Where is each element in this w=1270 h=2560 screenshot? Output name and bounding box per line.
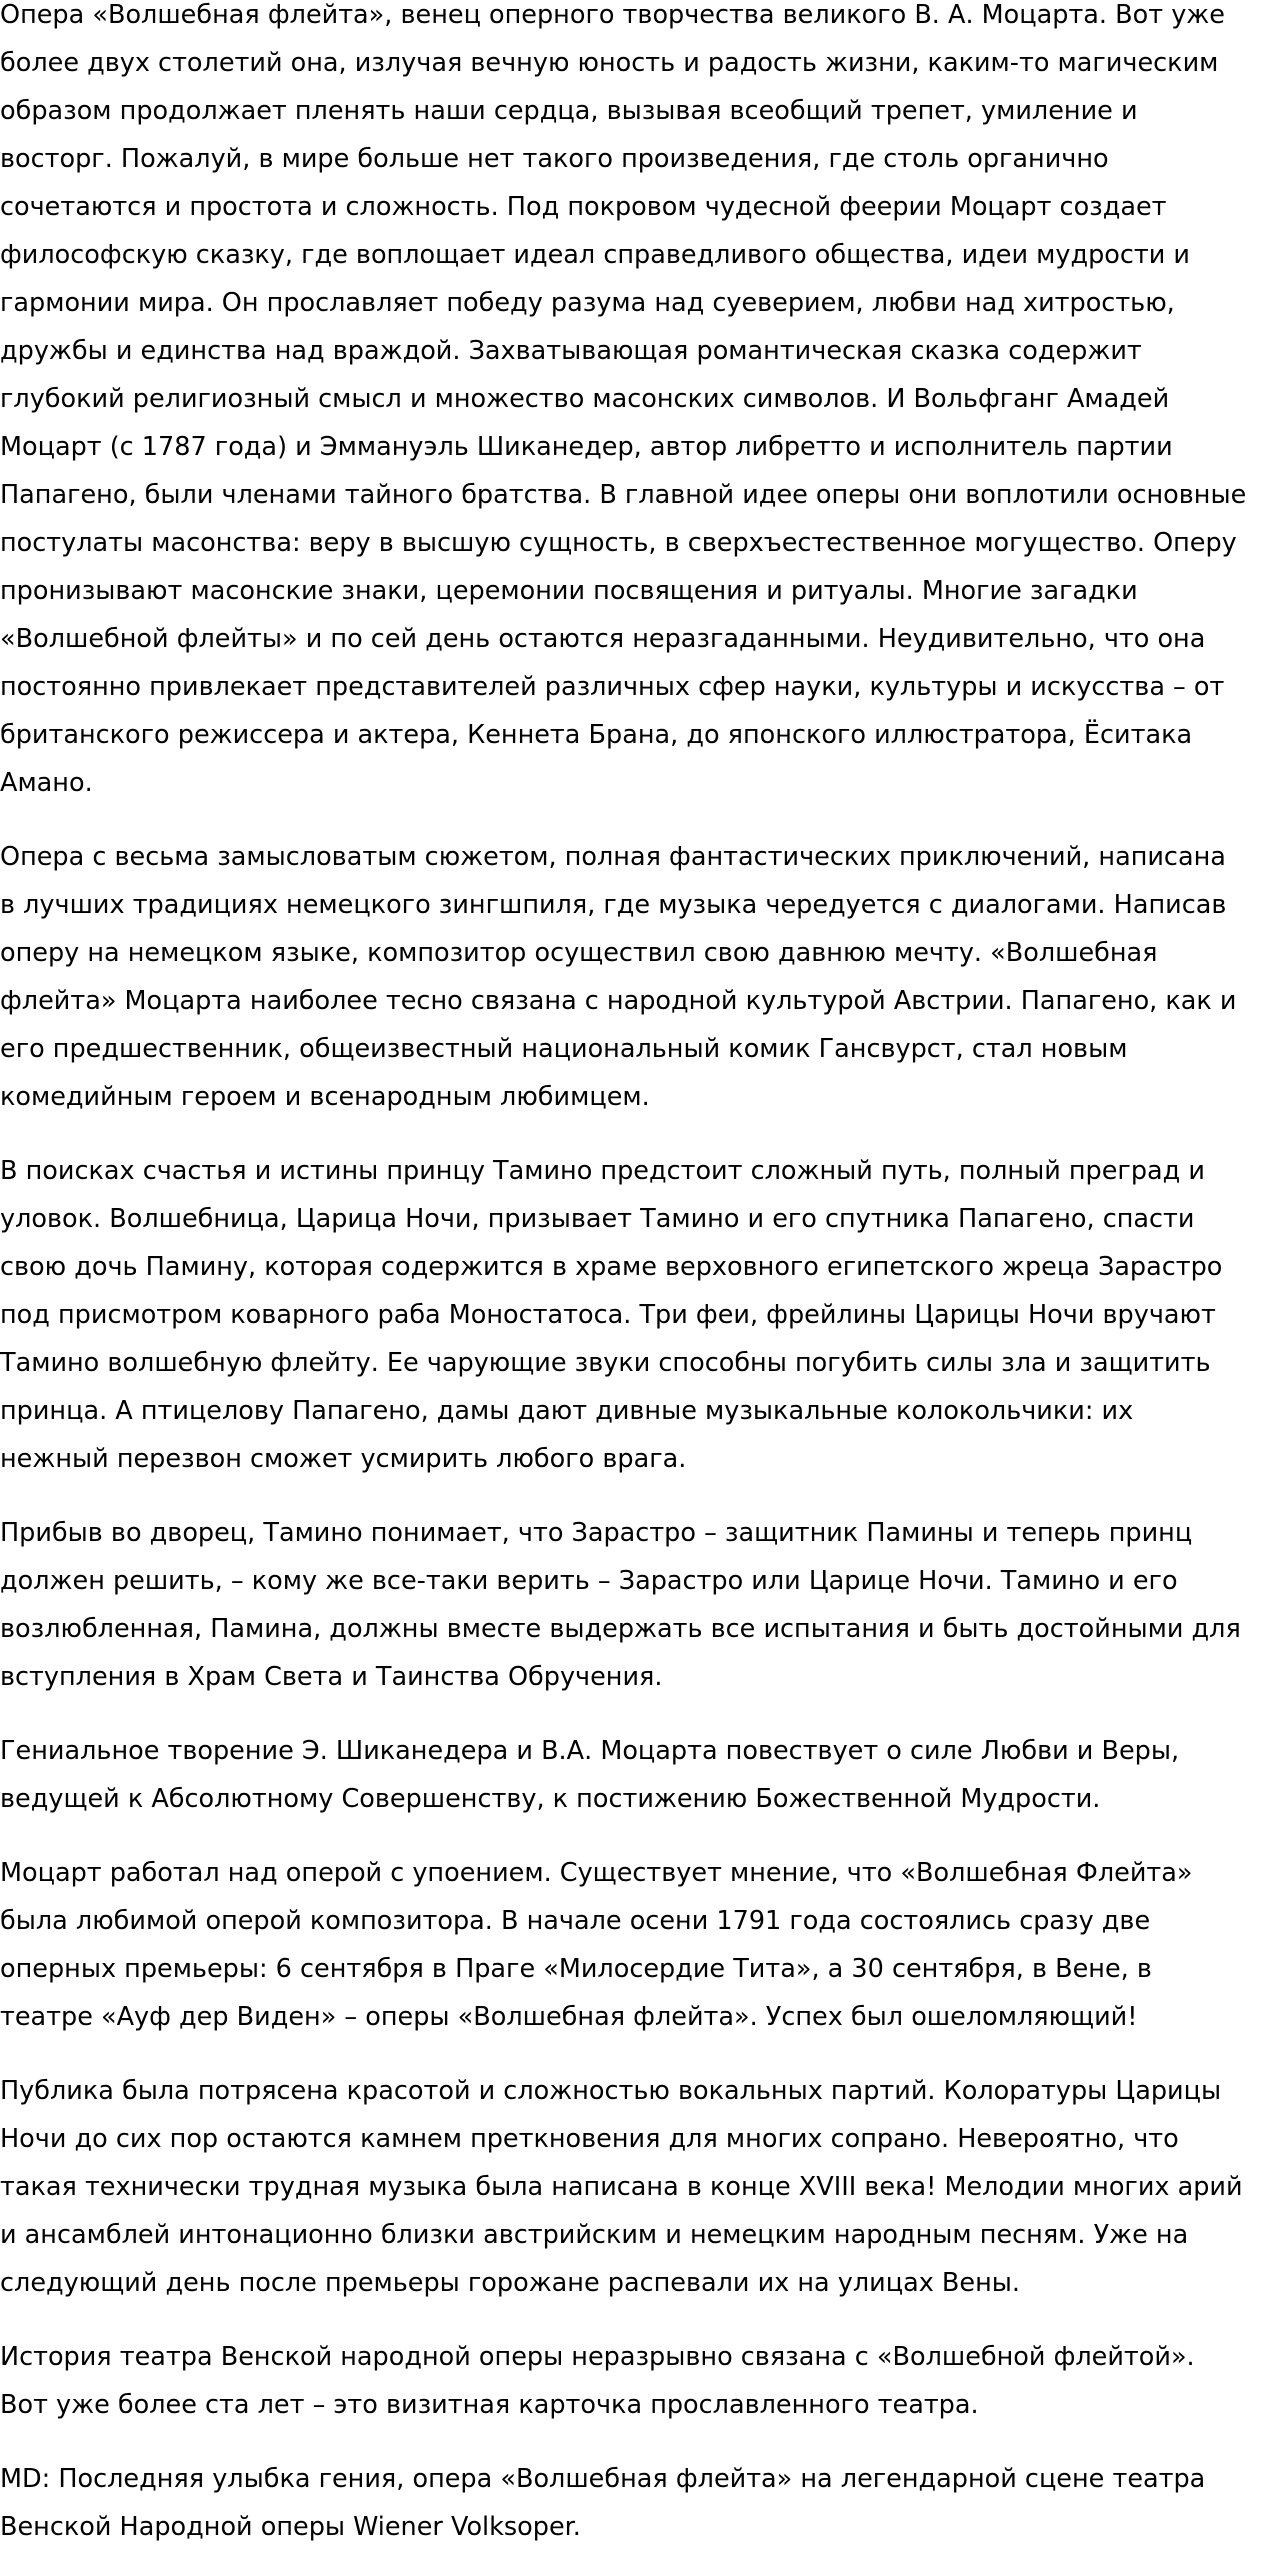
text-line: Тамино волшебную флейту. Ее чарующие звуки способны погубить силы зла и защитить bbox=[0, 1348, 1211, 1378]
text-line: Прибыв во дворец, Тамино понимает, что Зарастро – защитник Памины и теперь принц bbox=[0, 1518, 1193, 1548]
text-line: постулаты масонства: веру в высшую сущность, в сверхъестественное могущество. Оперу bbox=[0, 528, 1237, 558]
text-line: глубокий религиозный смысл и множество масонских символов. И Вольфганг Амадей bbox=[0, 384, 1170, 414]
paragraph-4 bbox=[0, 1509, 1270, 1701]
text-line: должен решить, – кому же все-таки верить – Зарастро или Царице Ночи. Тамино и его bbox=[0, 1566, 1178, 1596]
text-line: Папагено, были членами тайного братства. В главной идее оперы они воплотили основные bbox=[0, 480, 1247, 510]
text-line: вступления в Храм Света и Таинства Обручения. bbox=[0, 1662, 663, 1692]
text-line: флейта» Моцарта наиболее тесно связана с народной культурой Австрии. Папагено, как и bbox=[0, 986, 1237, 1016]
paragraph-5 bbox=[0, 1727, 1270, 1823]
text-line: MD: Последняя улыбка гения, опера «Волшебная флейта» на легендарной сцене театра bbox=[0, 2464, 1206, 2494]
text-line: Амано. bbox=[0, 768, 93, 798]
text-line: его предшественник, общеизвестный национальный комик Гансвурст, стал новым bbox=[0, 1034, 1128, 1064]
text-line: британского режиссера и актера, Кеннета Брана, до японского иллюстратора, Ёситака bbox=[0, 720, 1193, 750]
text-line: Публика была потрясена красотой и сложностью вокальных партий. Колоратуры Царицы bbox=[0, 2076, 1222, 2106]
text-line: философскую сказку, где воплощает идеал справедливого общества, идеи мудрости и bbox=[0, 240, 1191, 270]
text-line: комедийным героем и всенародным любимцем. bbox=[0, 1082, 650, 1112]
text-line: нежный перезвон сможет усмирить любого врага. bbox=[0, 1444, 687, 1474]
text-line: и ансамблей интонационно близки австрийским и немецким народным песням. Уже на bbox=[0, 2220, 1189, 2250]
text-line: Опера с весьма замысловатым сюжетом, полная фантастических приключений, написана bbox=[0, 842, 1226, 872]
text-line: образом продолжает пленять наши сердца, вызывая всеобщий трепет, умиление и bbox=[0, 96, 1138, 126]
text-line: восторг. Пожалуй, в мире больше нет такого произведения, где столь органично bbox=[0, 144, 1109, 174]
text-line: Опера «Волшебная флейта», венец оперного творчества великого В. А. Моцарта. Вот уже bbox=[0, 0, 1225, 30]
text-line: уловок. Волшебница, Царица Ночи, призывает Тамино и его спутника Папагено, спасти bbox=[0, 1204, 1195, 1234]
paragraph-8 bbox=[0, 2333, 1270, 2429]
paragraph-6 bbox=[0, 1849, 1270, 2041]
text-line: Моцарт работал над оперой с упоением. Существует мнение, что «Волшебная Флейта» bbox=[0, 1858, 1193, 1888]
text-line: В поисках счастья и истины принцу Тамино предстоит сложный путь, полный преград и bbox=[0, 1156, 1205, 1186]
text-line: под присмотром коварного раба Моностатоса. Три феи, фрейлины Царицы Ночи вручают bbox=[0, 1300, 1216, 1330]
text-line: постоянно привлекает представителей различных сфер науки, культуры и искусства – от bbox=[0, 672, 1225, 702]
text-line: дружбы и единства над враждой. Захватывающая романтическая сказка содержит bbox=[0, 336, 1142, 366]
text-line: оперных премьеры: 6 сентября в Праге «Милосердие Тита», а 30 сентября, в Вене, в bbox=[0, 1954, 1152, 1984]
paragraph-1 bbox=[0, 0, 1270, 807]
text-line: театре «Ауф дер Виден» – оперы «Волшебная флейта». Успех был ошеломляющий! bbox=[0, 2002, 1138, 2032]
text-line: гармонии мира. Он прославляет победу разума над суеверием, любви над хитростью, bbox=[0, 288, 1175, 318]
paragraph-2 bbox=[0, 833, 1270, 1121]
text-line: Моцарт (с 1787 года) и Эммануэль Шиканедер, автор либретто и исполнитель партии bbox=[0, 432, 1173, 462]
text-line: в лучших традициях немецкого зингшпиля, где музыка чередуется с диалогами. Написав bbox=[0, 890, 1227, 920]
paragraph-7 bbox=[0, 2067, 1270, 2307]
paragraph-9 bbox=[0, 2455, 1270, 2551]
text-line: следующий день после премьеры горожане распевали их на улицах Вены. bbox=[0, 2268, 1020, 2298]
text-line: Вот уже более ста лет – это визитная карточка прославленного театра. bbox=[0, 2390, 979, 2420]
text-line: оперу на немецком языке, композитор осуществил свою давнюю мечту. «Волшебная bbox=[0, 938, 1158, 968]
text-line: Венской Народной оперы Wiener Volksoper. bbox=[0, 2512, 581, 2542]
text-line: такая технически трудная музыка была написана в конце XVIII века! Мелодии многих арий bbox=[0, 2172, 1243, 2202]
text-line: пронизывают масонские знаки, церемонии посвящения и ритуалы. Многие загадки bbox=[0, 576, 1138, 606]
text-line: была любимой оперой композитора. В начале осени 1791 года состоялись сразу две bbox=[0, 1906, 1151, 1936]
text-line: Гениальное творение Э. Шиканедера и В.А. Моцарта повествует о силе Любви и Веры, bbox=[0, 1736, 1180, 1766]
text-line: свою дочь Памину, которая содержится в храме верховного египетского жреца Зарастро bbox=[0, 1252, 1223, 1282]
text-line: «Волшебной флейты» и по сей день остаются неразгаданными. Неудивительно, что она bbox=[0, 624, 1206, 654]
text-line: сочетаются и простота и сложность. Под покровом чудесной феерии Моцарт создает bbox=[0, 192, 1167, 222]
text-line: более двух столетий она, излучая вечную юность и радость жизни, каким-то магическим bbox=[0, 48, 1219, 78]
text-line: Ночи до сих пор остаются камнем преткновения для многих сопрано. Невероятно, что bbox=[0, 2124, 1179, 2154]
text-line: возлюбленная, Памина, должны вместе выдержать все испытания и быть достойными для bbox=[0, 1614, 1241, 1644]
text-line: принца. А птицелову Папагено, дамы дают дивные музыкальные колокольчики: их bbox=[0, 1396, 1134, 1426]
text-line: История театра Венской народной оперы неразрывно связана с «Волшебной флейтой». bbox=[0, 2342, 1195, 2372]
paragraph-3 bbox=[0, 1147, 1270, 1483]
text-line: ведущей к Абсолютному Совершенству, к постижению Божественной Мудрости. bbox=[0, 1784, 1101, 1814]
